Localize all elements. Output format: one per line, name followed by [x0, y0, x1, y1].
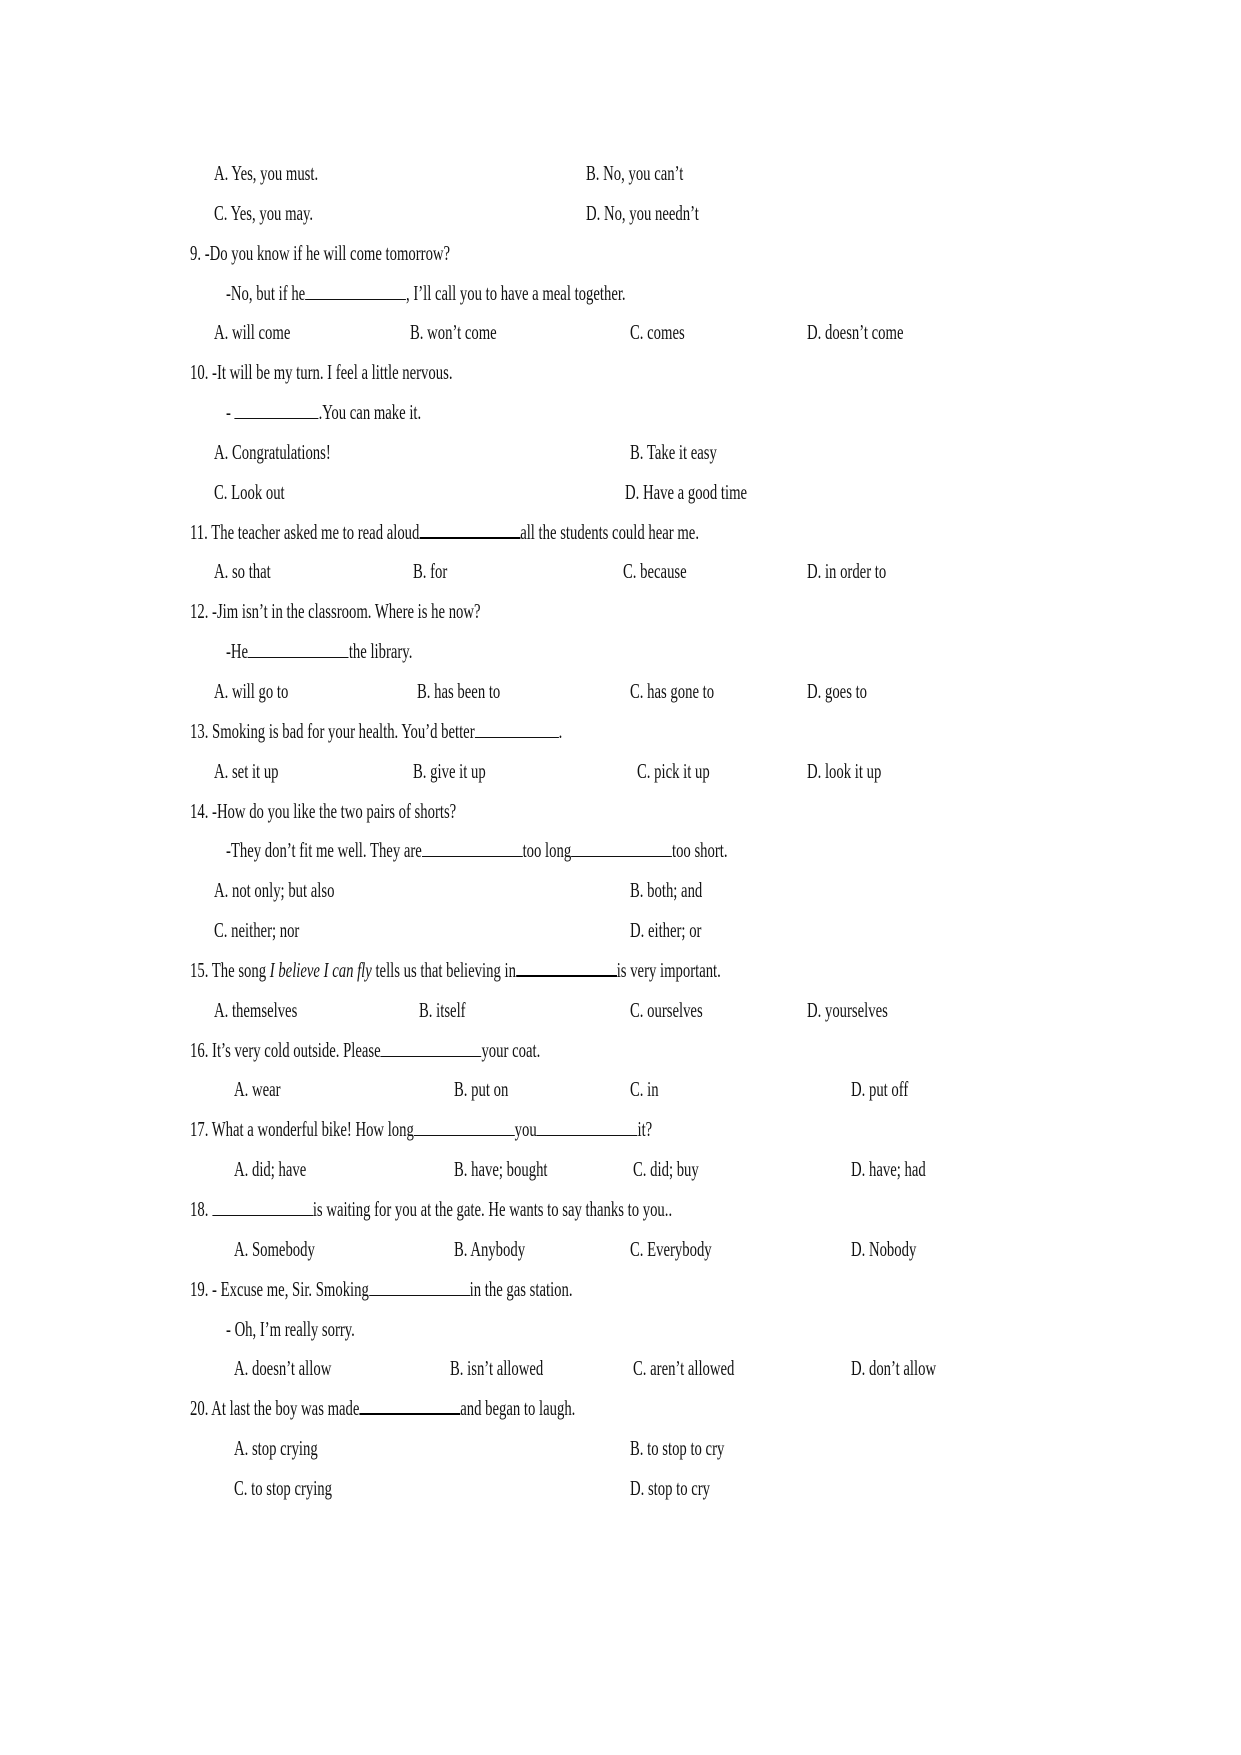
q10-reply-text — [226, 398, 421, 426]
q9-option-d: D. doesn’t come — [807, 320, 904, 344]
q12-option-a: A. will go to — [214, 679, 289, 703]
q19-reply-text: - Oh, I’m really sorry. — [226, 1317, 355, 1341]
q9-option-b: B. won’t come — [410, 320, 497, 344]
q10-reply — [0, 398, 1241, 426]
q16-options — [0, 1075, 1241, 1103]
q18-blank — [212, 1197, 313, 1216]
q19-option-c: C. aren’t allowed — [633, 1356, 735, 1380]
q13-options — [0, 757, 1241, 785]
q14-blank-2 — [571, 838, 672, 857]
q14-reply-3: too short. — [671, 838, 728, 862]
q19-option-d: D. don’t allow — [851, 1356, 937, 1380]
q12-option-c: C. has gone to — [630, 679, 715, 703]
q18-stem-post: is waiting for you at the gate. He wants to say thanks to you.. — [312, 1197, 673, 1221]
q9-stem-text: 9. -Do you know if he will come tomorrow? — [190, 241, 451, 265]
q12-options — [0, 677, 1241, 705]
q11-option-b: B. for — [413, 559, 448, 583]
q10-option-a: A. Congratulations! — [214, 440, 331, 464]
q13-stem-post: . — [558, 719, 563, 743]
q15-stem-mid: tells us that believing in — [371, 958, 516, 982]
q20-option-c: C. to stop crying — [234, 1476, 332, 1500]
q12-reply-post: the library. — [348, 639, 413, 663]
q17-stem-2: you — [514, 1117, 537, 1141]
q14-options-row-1 — [0, 876, 1241, 904]
q20-stem — [0, 1394, 1241, 1422]
q14-reply-text — [226, 836, 728, 864]
q13-stem — [0, 717, 1241, 745]
q16-option-a: A. wear — [234, 1077, 281, 1101]
q18-option-d: D. Nobody — [851, 1237, 917, 1261]
q9-reply-pre: -No, but if he — [226, 281, 306, 305]
q13-option-c: C. pick it up — [637, 759, 710, 783]
q12-reply — [0, 637, 1241, 665]
q11-stem-text — [190, 518, 699, 546]
q14-stem — [0, 797, 1241, 825]
q15-stem-text — [190, 956, 721, 984]
q11-stem-pre: 11. The teacher asked me to read aloud — [190, 520, 420, 544]
q12-stem — [0, 597, 1241, 625]
q20-options-row-1 — [0, 1434, 1241, 1462]
q8-option-b: B. No, you can’t — [586, 161, 684, 185]
q11-option-d: D. in order to — [807, 559, 887, 583]
q10-option-d: D. Have a good time — [625, 480, 748, 504]
q18-option-a: A. Somebody — [234, 1237, 315, 1261]
q9-options — [0, 318, 1241, 346]
q11-stem — [0, 518, 1241, 546]
q8-options-row-1 — [0, 159, 1241, 187]
q9-reply-post: , I’ll call you to have a meal together. — [406, 281, 626, 305]
q14-blank-1 — [422, 838, 523, 857]
q20-stem-pre: 20. At last the boy was made — [190, 1396, 360, 1420]
q10-options-row-1 — [0, 438, 1241, 466]
q17-blank-1 — [414, 1117, 515, 1136]
q19-option-b: B. isn’t allowed — [450, 1356, 544, 1380]
q10-blank — [235, 400, 319, 419]
q11-options — [0, 557, 1241, 585]
q17-option-a: A. did; have — [234, 1157, 307, 1181]
q17-blank-2 — [537, 1117, 638, 1136]
q15-stem-post: is very important. — [616, 958, 721, 982]
q9-option-a: A. will come — [214, 320, 291, 344]
q12-reply-text — [226, 637, 412, 665]
q12-reply-pre: -He — [226, 639, 249, 663]
q12-option-b: B. has been to — [417, 679, 501, 703]
q17-option-d: D. have; had — [851, 1157, 926, 1181]
q15-song-title: I believe I can fly — [269, 958, 372, 982]
q20-option-d: D. stop to cry — [630, 1476, 711, 1500]
q19-stem — [0, 1275, 1241, 1303]
q17-stem-3: it? — [637, 1117, 653, 1141]
q10-option-c: C. Look out — [214, 480, 285, 504]
q9-reply — [0, 279, 1241, 307]
q16-option-b: B. put on — [454, 1077, 509, 1101]
q10-reply-post: .You can make it. — [318, 400, 422, 424]
q17-stem-1: 17. What a wonderful bike! How long — [190, 1117, 414, 1141]
q20-stem-post: and began to laugh. — [460, 1396, 576, 1420]
q18-option-c: C. Everybody — [630, 1237, 712, 1261]
q8-option-a: A. Yes, you must. — [214, 161, 319, 185]
q9-option-c: C. comes — [630, 320, 685, 344]
q19-stem-pre: 19. - Excuse me, Sir. Smoking — [190, 1277, 369, 1301]
q13-stem-text — [190, 717, 562, 745]
q15-stem — [0, 956, 1241, 984]
q19-blank — [369, 1277, 470, 1296]
q14-stem-text: 14. -How do you like the two pairs of shorts? — [190, 799, 457, 823]
q14-reply-1: -They don’t fit me well. They are — [226, 838, 422, 862]
q18-stem-text — [190, 1195, 672, 1223]
q11-stem-post: all the students could hear me. — [520, 520, 699, 544]
q15-option-c: C. ourselves — [630, 998, 703, 1022]
q14-options-row-2 — [0, 916, 1241, 944]
q16-stem-text — [190, 1036, 540, 1064]
q10-options-row-2 — [0, 478, 1241, 506]
q20-options-row-2 — [0, 1474, 1241, 1502]
q16-blank — [381, 1038, 482, 1057]
q13-blank — [475, 719, 559, 738]
q17-option-c: C. did; buy — [633, 1157, 699, 1181]
q12-blank — [248, 639, 349, 658]
q13-stem-pre: 13. Smoking is bad for your health. You’d better — [190, 719, 475, 743]
q15-option-a: A. themselves — [214, 998, 298, 1022]
q16-stem-post: your coat. — [481, 1038, 541, 1062]
q13-option-a: A. set it up — [214, 759, 279, 783]
q19-options — [0, 1354, 1241, 1382]
q15-blank — [516, 957, 617, 977]
q18-option-b: B. Anybody — [454, 1237, 526, 1261]
q9-stem — [0, 239, 1241, 267]
q17-option-b: B. have; bought — [454, 1157, 548, 1181]
q13-option-b: B. give it up — [413, 759, 486, 783]
q11-option-c: C. because — [623, 559, 687, 583]
q15-stem-pre: 15. The song — [190, 958, 270, 982]
q8-option-c: C. Yes, you may. — [214, 201, 314, 225]
q19-stem-post: in the gas station. — [469, 1277, 573, 1301]
q8-option-d: D. No, you needn’t — [586, 201, 699, 225]
q18-stem-pre: 18. — [190, 1197, 213, 1221]
q10-stem — [0, 358, 1241, 386]
q20-option-a: A. stop crying — [234, 1436, 318, 1460]
q13-option-d: D. look it up — [807, 759, 882, 783]
q11-blank — [419, 519, 520, 539]
q14-option-d: D. either; or — [630, 918, 702, 942]
q18-stem — [0, 1195, 1241, 1223]
q16-option-d: D. put off — [851, 1077, 909, 1101]
q19-stem-text — [190, 1275, 573, 1303]
q16-stem-pre: 16. It’s very cold outside. Please — [190, 1038, 381, 1062]
q14-option-b: B. both; and — [630, 878, 703, 902]
q12-stem-text: 12. -Jim isn’t in the classroom. Where is he now? — [190, 599, 481, 623]
q15-option-d: D. yourselves — [807, 998, 888, 1022]
q20-option-b: B. to stop to cry — [630, 1436, 725, 1460]
q17-stem-text — [190, 1115, 652, 1143]
q14-option-a: A. not only; but also — [214, 878, 335, 902]
q20-stem-text — [190, 1394, 575, 1422]
q9-blank — [305, 281, 406, 300]
q19-reply — [0, 1315, 1241, 1343]
q16-option-c: C. in — [630, 1077, 659, 1101]
q15-option-b: B. itself — [419, 998, 466, 1022]
q19-option-a: A. doesn’t allow — [234, 1356, 332, 1380]
q10-reply-pre: - — [226, 400, 235, 424]
q11-option-a: A. so that — [214, 559, 271, 583]
q12-option-d: D. goes to — [807, 679, 868, 703]
q18-options — [0, 1235, 1241, 1263]
q17-stem — [0, 1115, 1241, 1143]
q10-option-b: B. Take it easy — [630, 440, 717, 464]
q16-stem — [0, 1036, 1241, 1064]
q14-reply — [0, 836, 1241, 864]
q14-reply-2: too long — [522, 838, 572, 862]
q20-blank — [359, 1395, 460, 1415]
q8-options-row-2 — [0, 199, 1241, 227]
q15-options — [0, 996, 1241, 1024]
q9-reply-text — [226, 279, 626, 307]
q10-stem-text: 10. -It will be my turn. I feel a little nervous. — [190, 360, 453, 384]
q14-option-c: C. neither; nor — [214, 918, 300, 942]
q17-options — [0, 1155, 1241, 1183]
